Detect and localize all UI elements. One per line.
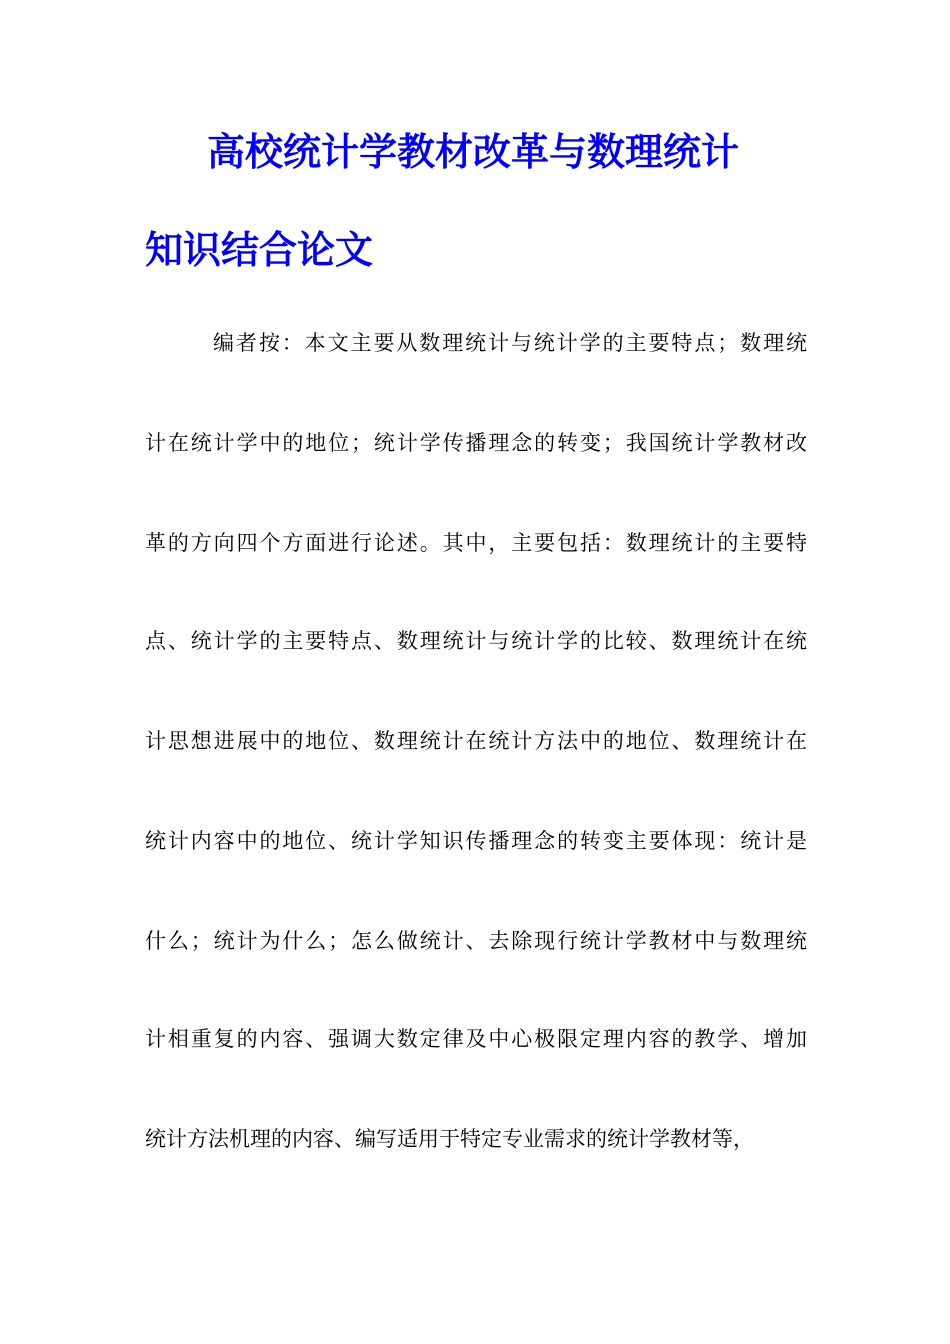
document-title-line-2: 知识结合论文 (145, 227, 374, 272)
document-title-line-1: 高校统计学教材改革与数理统计 (207, 129, 740, 174)
paragraph-line-1: 编者按：本文主要从数理统计与统计学的主要特点；数理统 (213, 331, 807, 355)
paragraph-line-9: 统计方法机理的内容、编写适用于特定专业需求的统计学教材等， (145, 1127, 754, 1151)
paragraph-line-8: 计相重复的内容、强调大数定律及中心极限定理内容的教学、增加 (145, 1027, 807, 1051)
paragraph-line-2: 计在统计学中的地位；统计学传播理念的转变；我国统计学教材改 (145, 431, 807, 455)
paragraph-line-6: 统计内容中的地位、统计学知识传播理念的转变主要体现：统计是 (145, 829, 807, 853)
paragraph-line-4: 点、统计学的主要特点、数理统计与统计学的比较、数理统计在统 (145, 629, 807, 653)
paragraph-line-5: 计思想进展中的地位、数理统计在统计方法中的地位、数理统计在 (145, 729, 807, 753)
paragraph-line-7: 什么；统计为什么；怎么做统计、去除现行统计学教材中与数理统 (145, 929, 807, 953)
paragraph-line-3: 革的方向四个方面进行论述。其中，主要包括：数理统计的主要特 (145, 531, 807, 555)
